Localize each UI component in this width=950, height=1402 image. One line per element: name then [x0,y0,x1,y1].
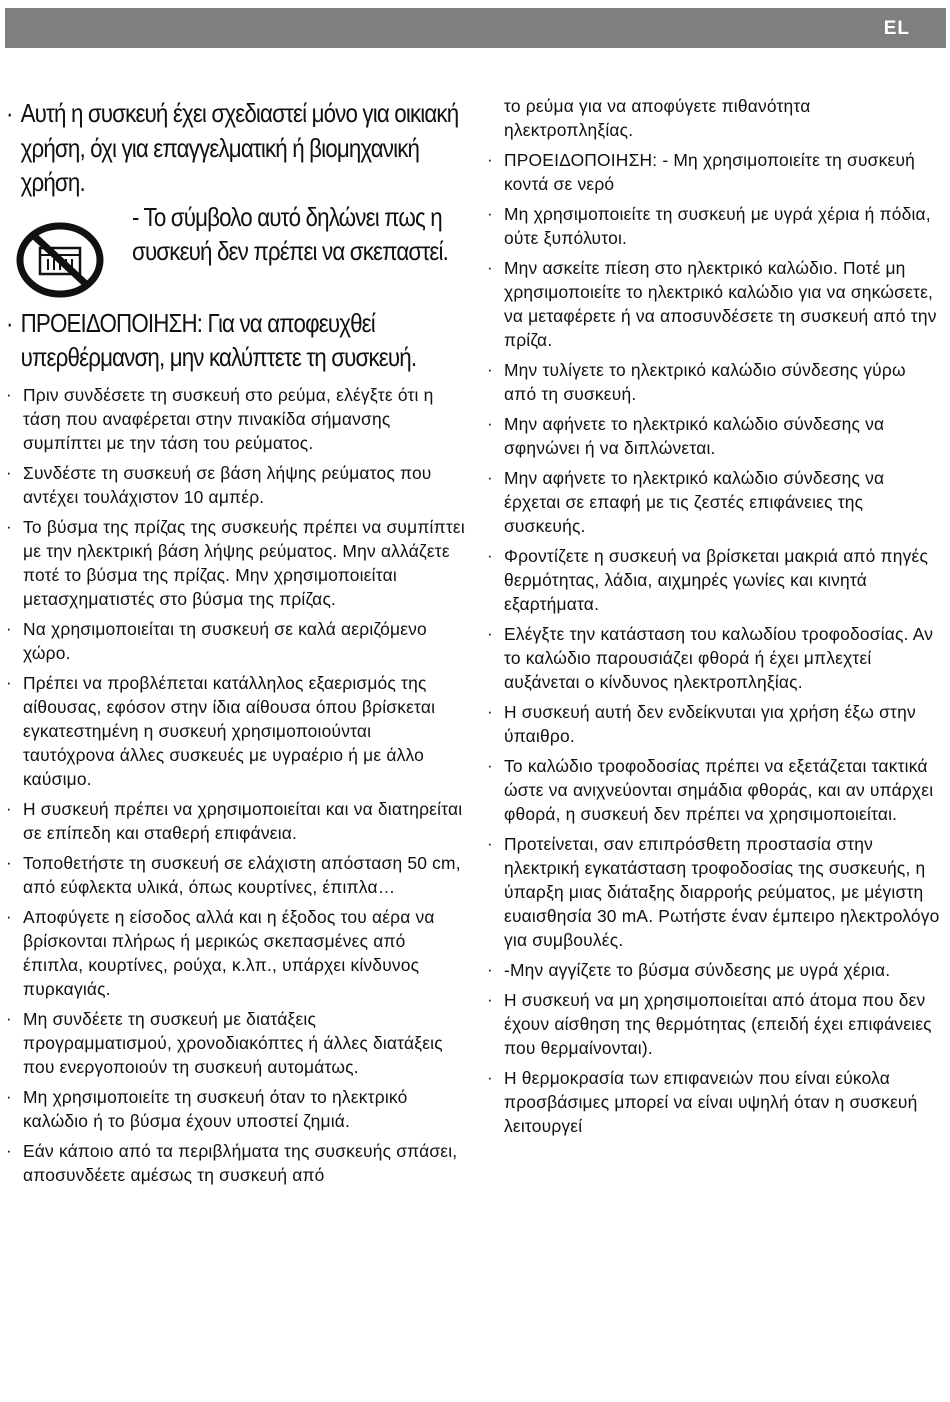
list-item: · Η συσκευή να μη χρησιμοποιείται από άτομα που δεν έχουν αίσθηση της θερμότητας (επειδή έχει επιφάνειες που θερμαίνονται). [487,988,943,1060]
list-item: · Να χρησιμοποιείται τη συσκευή σε καλά αεριζόμενο χώρο. [6,617,466,665]
list-item: · Μην τυλίγετε το ηλεκτρικό καλώδιο σύνδεσης γύρω από τη συσκευή. [487,358,943,406]
list-item: · Εάν κάποιο από τα περιβλήματα της συσκευής σπάσει, αποσυνδέετε αμέσως τη συσκευή από [6,1139,466,1187]
list-item: · Μην αφήνετε το ηλεκτρικό καλώδιο σύνδεσης να σφηνώνει ή να διπλώνεται. [487,412,943,460]
list-item: · Πρέπει να προβλέπεται κατάλληλος εξαερισμός της αίθουσας, εφόσον στην ίδια αίθουσα όπου βρίσκεται εγκατεστημένη η συσκευή χρησιμοποιούνται ταυτόχρονα άλλες συσκευές με υγραέριο ή με άλλο καύσιμο. [6,671,466,791]
list-item: · Αποφύγετε η είσοδος αλλά και η έξοδος του αέρα να βρίσκονται πλήρως ή μερικώς σκεπασμένες από έπιπλα, κουρτίνες, ρούχα, κ.λπ., υπάρχει κίνδυνος πυρκαγιάς. [6,905,466,1001]
do-not-cover-symbol-row [6,200,466,304]
left-column [6,96,466,1187]
right-safety-list [487,94,943,1138]
list-item: · ΠΡΟΕΙΔΟΠΟΙΗΣΗ: - Μη χρησιμοποιείτε τη συσκευή κοντά σε νερό [487,148,943,196]
list-item: · Μην αφήνετε το ηλεκτρικό καλώδιο σύνδεσης να έρχεται σε επαφή με τις ζεστές επιφάνειες της συσκευής. [487,466,943,538]
symbol-description: - Το σύμβολο αυτό δηλώνει πως η συσκευή δεν πρέπει να σκεπαστεί. [132,201,448,266]
list-item: · Το βύσμα της πρίζας της συσκευής πρέπει να συμπίπτει με την ηλεκτρική βάση λήψης ρεύματος. Μην αλλάζετε ποτέ το βύσμα της πρίζας. Μην χρησιμοποιείται μετασχηματιστές στο βύσμα της πρίζας. [6,515,466,611]
list-item: · Μη συνδέετε τη συσκευή με διατάξεις προγραμματισμού, χρονοδιακόπτες ή άλλες διατάξεις που ενεργοποιούν τη συσκευή αυτομάτως. [6,1007,466,1079]
list-item: · Η συσκευή αυτή δεν ενδείκνυται για χρήση έξω στην ύπαιθρο. [487,700,943,748]
list-item: · Η συσκευή πρέπει να χρησιμοποιείται και να διατηρείται σε επίπεδη και σταθερή επιφάνεια. [6,797,466,845]
list-item: · Το καλώδιο τροφοδοσίας πρέπει να εξετάζεται τακτικά ώστε να ανιχνεύονται σημάδια φθοράς, και αν υπάρχει φθορά, η συσκευή δεν πρέπει να χρησιμοποιείται. [487,754,943,826]
list-item: · Ελέγξτε την κατάσταση του καλωδίου τροφοδοσίας. Αν το καλώδιο παρουσιάζει φθορά ή έχει μπλεχτεί αυξάνεται ο κίνδυνος ηλεκτροπληξίας. [487,622,943,694]
intro-item: · Αυτή η συσκευή έχει σχεδιαστεί μόνο για οικιακή χρήση, όχι για επαγγελματική ή βιομηχανική χρήση. [6,96,480,200]
list-item: · Τοποθετήστε τη συσκευή σε ελάχιστη απόσταση 50 cm, από εύφλεκτα υλικά, όπως κουρτίνες, έπιπλα… [6,851,466,899]
list-item: · Πριν συνδέσετε τη συσκευή στο ρεύμα, ελέγξτε ότι η τάση που αναφέρεται στην πινακίδα σήμανσης συμπίπτει με την τάση του ρεύματος. [6,383,466,455]
header-bar [5,8,946,48]
list-item: · Η θερμοκρασία των επιφανειών που είναι εύκολα προσβάσιμες μπορεί να είναι υψηλή όταν η συσκευή λειτουργεί [487,1066,943,1138]
list-item: · Μη χρησιμοποιείτε τη συσκευή όταν το ηλεκτρικό καλώδιο ή το βύσμα έχουν υποστεί ζημιά. [6,1085,466,1133]
list-item: · Μη χρησιμοποιείτε τη συσκευή με υγρά χέρια ή πόδια, ούτε ξυπόλυτοι. [487,202,943,250]
list-item: · Μην ασκείτε πίεση στο ηλεκτρικό καλώδιο. Ποτέ μη χρησιμοποιείτε το ηλεκτρικό καλώδιο για να σηκώσετε, να μεταφέρετε ή να αποσυνδέσετε τη συσκευή από την πρίζα. [487,256,943,352]
list-item: · Φροντίζετε η συσκευή να βρίσκεται μακριά από πηγές θερμότητας, λάδια, αιχμηρές γωνίες και κινητά εξαρτήματα. [487,544,943,616]
overheating-warning: · ΠΡΟΕΙΔΟΠΟΙΗΣΗ: Για να αποφευχθεί υπερθέρμανση, μην καλύπτετε τη συσκευή. [6,306,480,375]
language-code: EL [883,18,910,39]
list-item: · Προτείνεται, σαν επιπρόσθετη προστασία στην ηλεκτρική εγκατάσταση τροφοδοσίας της συσκευής, η ύπαρξη μιας διάταξης διαρροής ρεύματος, με μέγιστη ευαισθησία 30 mA. Ρωτήστε έναν έμπειρο ηλεκτρολόγο για συμβουλές. [487,832,943,952]
right-column [487,94,943,1138]
continued-text: το ρεύμα για να αποφύγετε πιθανότητα ηλεκτροπληξίας. [504,96,811,140]
left-safety-list [6,383,466,1187]
list-item: · Συνδέστε τη συσκευή σε βάση λήψης ρεύματος που αντέχει τουλάχιστον 10 αμπέρ. [6,461,466,509]
intro-list [6,96,466,200]
do-not-cover-icon [16,222,104,298]
warning-list [6,306,466,375]
list-item: · -Μην αγγίζετε το βύσμα σύνδεσης με υγρά χέρια. [487,958,943,982]
